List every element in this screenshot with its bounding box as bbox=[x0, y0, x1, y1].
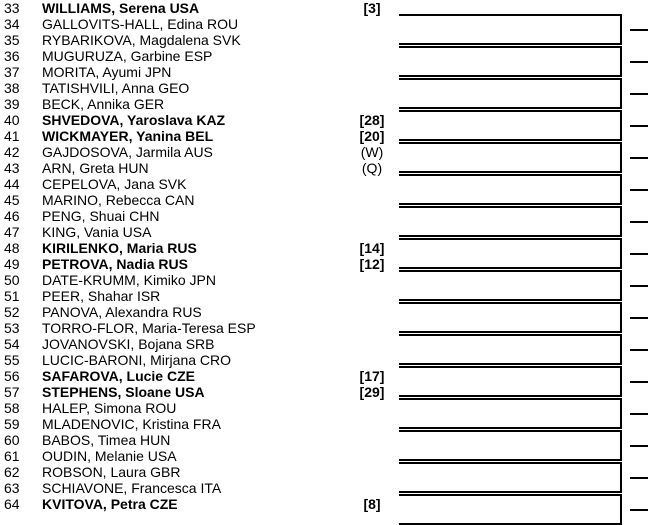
seed-label: [20] bbox=[359, 128, 385, 144]
seed-label: (W) bbox=[360, 144, 384, 160]
draw-row bbox=[0, 224, 400, 240]
draw-row bbox=[0, 48, 400, 64]
draw-row bbox=[0, 32, 400, 48]
draw-position: 35 bbox=[4, 32, 20, 48]
bracket-line bbox=[399, 14, 622, 45]
draw-row bbox=[0, 304, 400, 320]
draw-row bbox=[0, 192, 400, 208]
seed-label: [28] bbox=[359, 112, 385, 128]
draw-position: 53 bbox=[4, 320, 20, 336]
bracket-connector bbox=[630, 381, 648, 383]
draw-row bbox=[0, 64, 400, 80]
player-name: PANOVA, Alexandra RUS bbox=[42, 304, 202, 320]
draw-position: 45 bbox=[4, 192, 20, 208]
seed-label: [12] bbox=[359, 256, 385, 272]
draw-row bbox=[0, 272, 400, 288]
draw-position: 49 bbox=[4, 256, 20, 272]
player-name: SHVEDOVA, Yaroslava KAZ bbox=[42, 112, 226, 128]
player-name: PETROVA, Nadia RUS bbox=[42, 256, 188, 272]
draw-position: 39 bbox=[4, 96, 20, 112]
bracket-connector bbox=[630, 61, 648, 63]
player-name: OUDIN, Melanie USA bbox=[42, 448, 177, 464]
player-name: GAJDOSOVA, Jarmila AUS bbox=[42, 144, 213, 160]
bracket-connector bbox=[630, 285, 648, 287]
bracket-line bbox=[399, 78, 622, 109]
bracket-line bbox=[399, 430, 622, 461]
player-name: GALLOVITS-HALL, Edina ROU bbox=[42, 16, 239, 32]
draw-row bbox=[0, 16, 400, 32]
draw-row bbox=[0, 128, 400, 144]
player-name: BECK, Annika GER bbox=[42, 96, 165, 112]
player-name: CEPELOVA, Jana SVK bbox=[42, 176, 187, 192]
player-name: BABOS, Timea HUN bbox=[42, 432, 171, 448]
bracket-line bbox=[399, 462, 622, 493]
bracket-line bbox=[399, 110, 622, 141]
draw-row bbox=[0, 96, 400, 112]
player-name: STEPHENS, Sloane USA bbox=[42, 384, 205, 400]
player-name: LUCIC-BARONI, Mirjana CRO bbox=[42, 352, 232, 368]
draw-position: 61 bbox=[4, 448, 20, 464]
draw-row bbox=[0, 208, 400, 224]
bracket-line bbox=[399, 366, 622, 397]
bracket-connector bbox=[630, 349, 648, 351]
draw-position: 55 bbox=[4, 352, 20, 368]
draw-row bbox=[0, 448, 400, 464]
player-name: WICKMAYER, Yanina BEL bbox=[42, 128, 214, 144]
draw-row bbox=[0, 144, 400, 160]
player-name: RYBARIKOVA, Magdalena SVK bbox=[42, 32, 241, 48]
bracket-line bbox=[399, 142, 622, 173]
player-name: PEER, Shahar ISR bbox=[42, 288, 161, 304]
draw-position: 62 bbox=[4, 464, 20, 480]
draw-row bbox=[0, 80, 400, 96]
player-name: MLADENOVIC, Kristina FRA bbox=[42, 416, 221, 432]
draw-row bbox=[0, 416, 400, 432]
bracket-connector bbox=[630, 445, 648, 447]
draw-position: 34 bbox=[4, 16, 20, 32]
draw-position: 50 bbox=[4, 272, 20, 288]
player-name: MORITA, Ayumi JPN bbox=[42, 64, 172, 80]
player-name: ROBSON, Laura GBR bbox=[42, 464, 181, 480]
draw-row bbox=[0, 400, 400, 416]
draw-position: 48 bbox=[4, 240, 20, 256]
draw-row bbox=[0, 256, 400, 272]
draw-position: 58 bbox=[4, 400, 20, 416]
player-name: SAFAROVA, Lucie CZE bbox=[42, 368, 195, 384]
draw-row bbox=[0, 432, 400, 448]
seed-label: [17] bbox=[359, 368, 385, 384]
draw-position: 41 bbox=[4, 128, 20, 144]
draw-position: 56 bbox=[4, 368, 20, 384]
draw-position: 51 bbox=[4, 288, 20, 304]
draw-row bbox=[0, 160, 400, 176]
draw-position: 40 bbox=[4, 112, 20, 128]
bracket-connector bbox=[630, 157, 648, 159]
bracket-connector bbox=[630, 509, 648, 511]
draw-position: 46 bbox=[4, 208, 20, 224]
player-name: HALEP, Simona ROU bbox=[42, 400, 177, 416]
draw-row bbox=[0, 368, 400, 384]
draw-row bbox=[0, 496, 400, 512]
draw-row bbox=[0, 176, 400, 192]
player-name: TATISHVILI, Anna GEO bbox=[42, 80, 190, 96]
draw-position: 63 bbox=[4, 480, 20, 496]
bracket-connector bbox=[630, 221, 648, 223]
seed-label: [14] bbox=[359, 240, 385, 256]
bracket-line bbox=[399, 270, 622, 301]
draw-row bbox=[0, 464, 400, 480]
draw-position: 52 bbox=[4, 304, 20, 320]
bracket-connector bbox=[630, 189, 648, 191]
bracket-connector bbox=[630, 125, 648, 127]
bracket-line bbox=[399, 302, 622, 333]
draw-row bbox=[0, 384, 400, 400]
player-name: TORRO-FLOR, Maria-Teresa ESP bbox=[42, 320, 256, 336]
draw-position: 47 bbox=[4, 224, 20, 240]
player-name: SCHIAVONE, Francesca ITA bbox=[42, 480, 222, 496]
bracket-line bbox=[399, 398, 622, 429]
bracket-line bbox=[399, 238, 622, 269]
draw-row bbox=[0, 352, 400, 368]
draw-position: 43 bbox=[4, 160, 20, 176]
player-name: DATE-KRUMM, Kimiko JPN bbox=[42, 272, 216, 288]
draw-row bbox=[0, 480, 400, 496]
draw-row bbox=[0, 336, 400, 352]
player-name: MARINO, Rebecca CAN bbox=[42, 192, 195, 208]
draw-position: 59 bbox=[4, 416, 20, 432]
draw-position: 36 bbox=[4, 48, 20, 64]
draw-position: 57 bbox=[4, 384, 20, 400]
bracket-connector bbox=[630, 253, 648, 255]
bracket-line bbox=[399, 46, 622, 77]
bracket-connector bbox=[630, 93, 648, 95]
seed-label: [8] bbox=[363, 496, 381, 512]
player-name: PENG, Shuai CHN bbox=[42, 208, 160, 224]
player-name: ARN, Greta HUN bbox=[42, 160, 149, 176]
draw-position: 44 bbox=[4, 176, 20, 192]
player-name: MUGURUZA, Garbine ESP bbox=[42, 48, 213, 64]
draw-position: 38 bbox=[4, 80, 20, 96]
bracket-line bbox=[399, 334, 622, 365]
bracket-connector bbox=[630, 29, 648, 31]
draw-position: 64 bbox=[4, 496, 20, 512]
player-name: JOVANOVSKI, Bojana SRB bbox=[42, 336, 215, 352]
player-name: WILLIAMS, Serena USA bbox=[42, 0, 200, 16]
bracket-connector bbox=[630, 317, 648, 319]
draw-position: 60 bbox=[4, 432, 20, 448]
draw-row bbox=[0, 112, 400, 128]
seed-label: (Q) bbox=[361, 160, 383, 176]
player-name: KVITOVA, Petra CZE bbox=[42, 496, 178, 512]
player-name: KING, Vania USA bbox=[42, 224, 152, 240]
bracket-connector bbox=[630, 477, 648, 479]
draw-row bbox=[0, 320, 400, 336]
player-name: KIRILENKO, Maria RUS bbox=[42, 240, 197, 256]
draw-position: 42 bbox=[4, 144, 20, 160]
draw-row bbox=[0, 240, 400, 256]
draw-position: 37 bbox=[4, 64, 20, 80]
seed-label: [3] bbox=[363, 0, 381, 16]
draw-position: 54 bbox=[4, 336, 20, 352]
seed-label: [29] bbox=[359, 384, 385, 400]
bracket-line bbox=[399, 174, 622, 205]
draw-row bbox=[0, 288, 400, 304]
draw-position: 33 bbox=[4, 0, 20, 16]
bracket-connector bbox=[630, 413, 648, 415]
bracket-line bbox=[399, 494, 622, 525]
bracket-line bbox=[399, 206, 622, 237]
draw-row bbox=[0, 0, 400, 16]
